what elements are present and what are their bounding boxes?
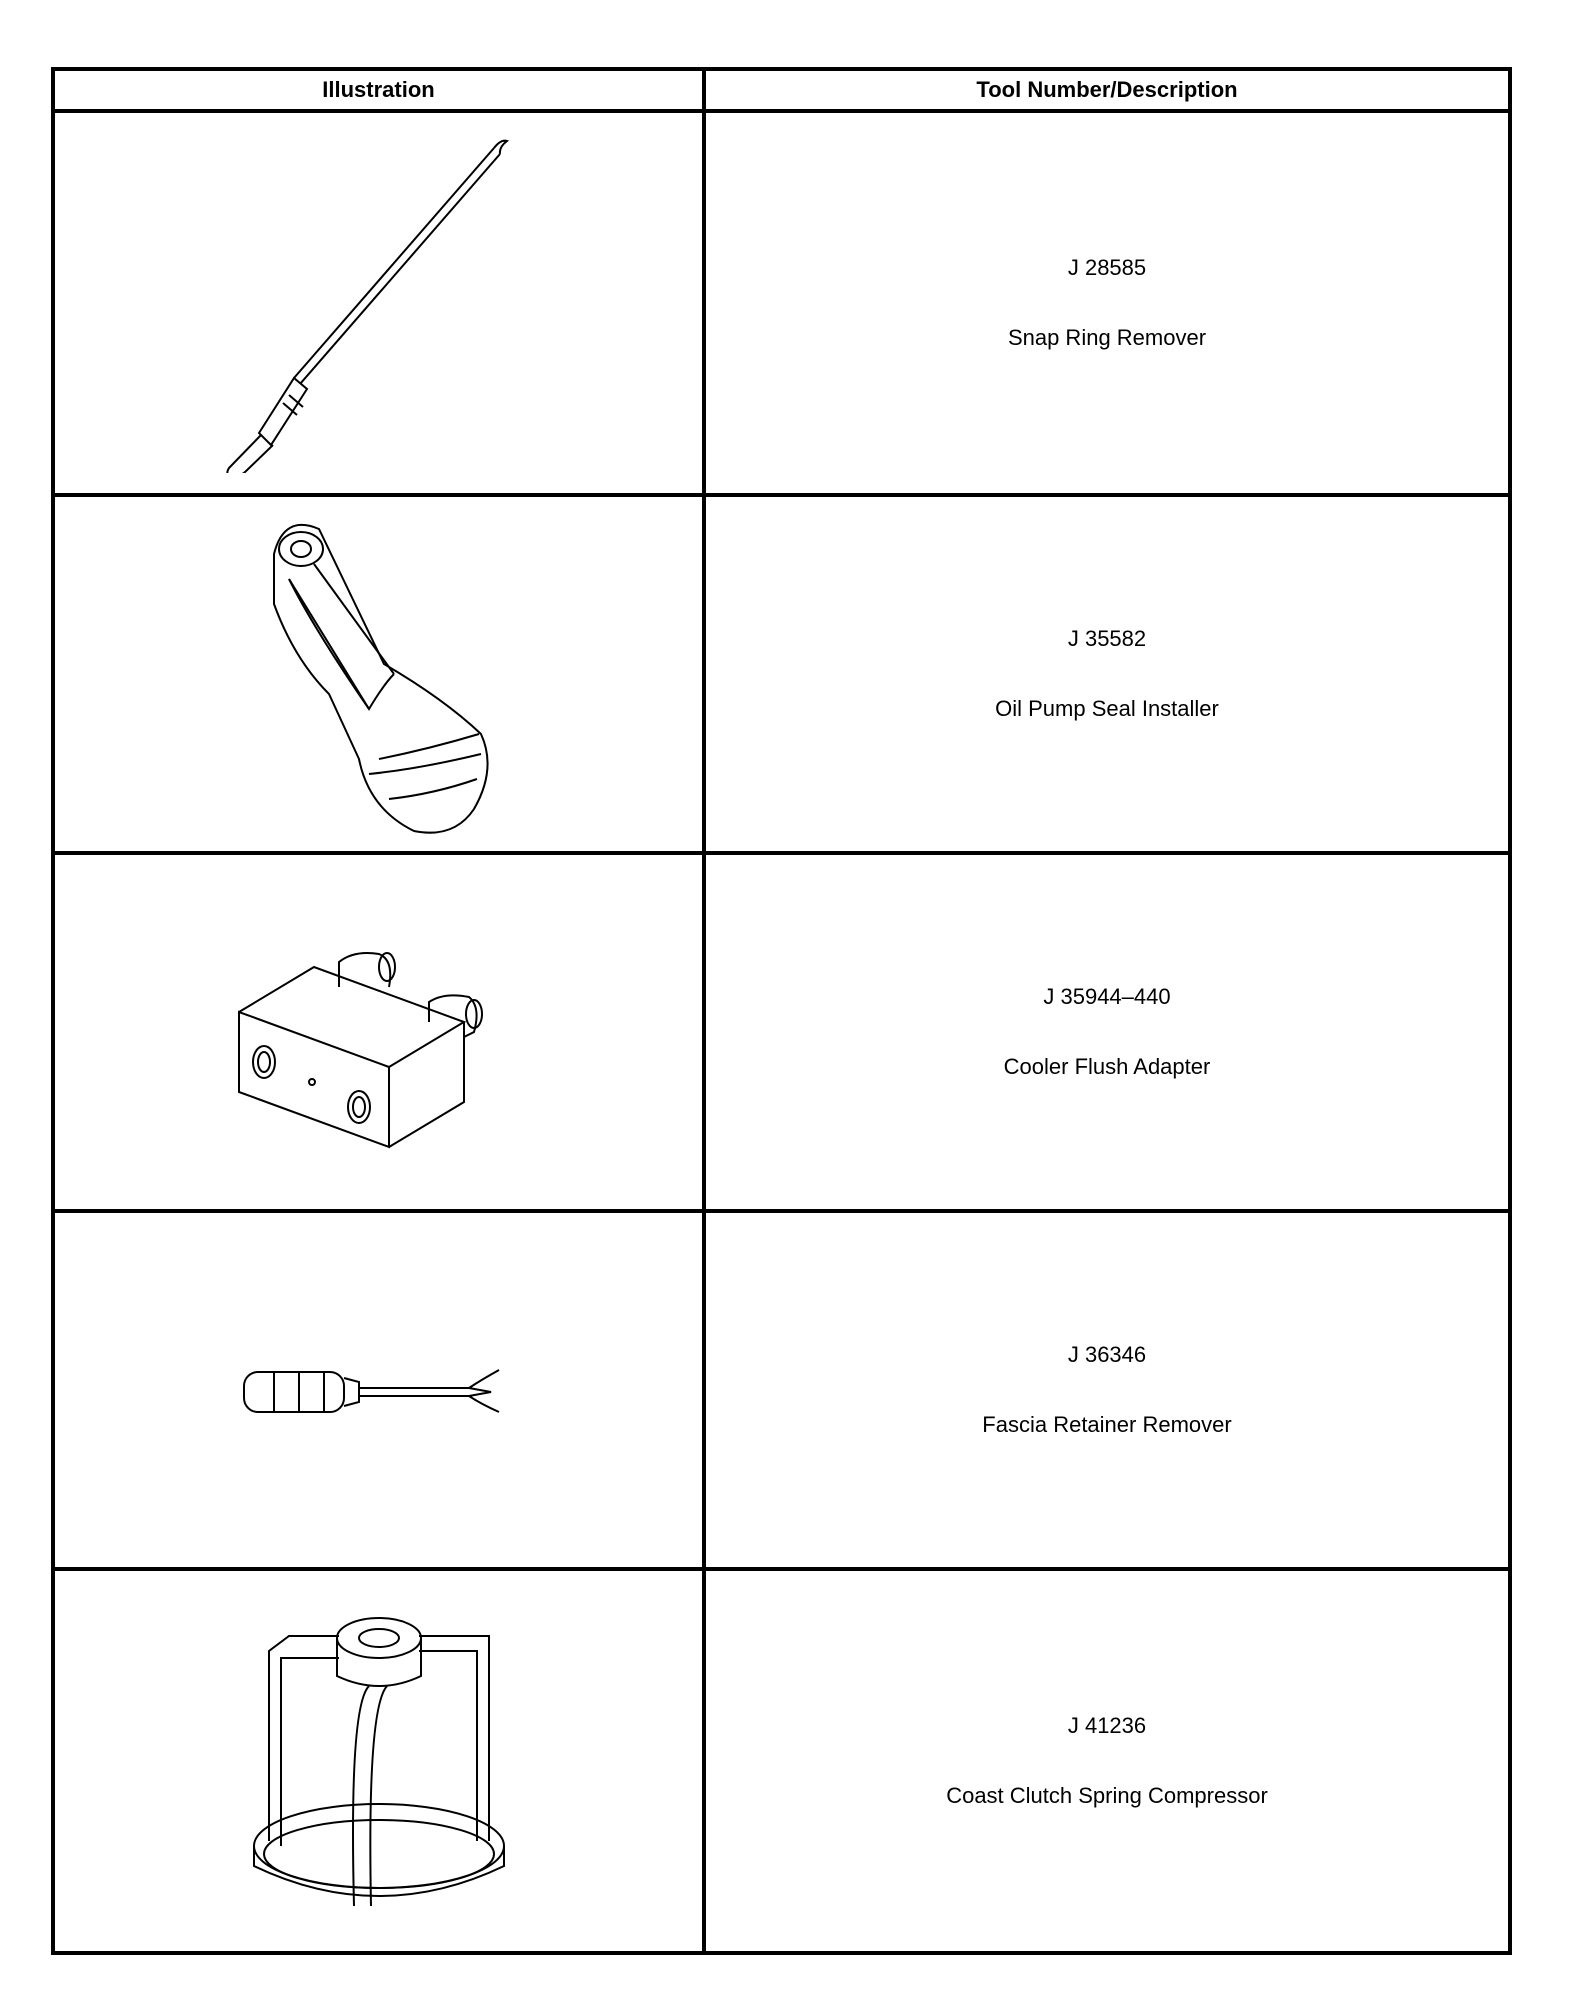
illustration-cell <box>53 1211 704 1569</box>
fascia-retainer-remover-icon <box>219 1350 539 1430</box>
illustration-cell <box>53 111 704 495</box>
tool-number: J 35582 <box>1067 626 1147 652</box>
tool-number: J 41236 <box>1067 1712 1147 1738</box>
snap-ring-remover-icon <box>199 133 559 473</box>
header-illustration: Illustration <box>53 69 704 111</box>
tool-number: J 28585 <box>1067 255 1147 281</box>
tool-number: J 35944–440 <box>1043 983 1171 1009</box>
table-row <box>53 1569 1510 1953</box>
table-row <box>53 1211 1510 1569</box>
table-row <box>53 495 1510 853</box>
description-cell <box>704 1569 1510 1953</box>
tool-table <box>51 67 1512 1955</box>
description-cell <box>704 495 1510 853</box>
tool-description: Coast Clutch Spring Compressor <box>946 1782 1268 1808</box>
tool-number: J 36346 <box>1067 1341 1147 1367</box>
description-cell <box>704 1211 1510 1569</box>
illustration-cell <box>53 853 704 1211</box>
table-row <box>53 111 1510 495</box>
oil-pump-seal-installer-icon <box>219 509 539 839</box>
cooler-flush-adapter-icon <box>219 912 539 1152</box>
tool-description: Oil Pump Seal Installer <box>995 696 1219 722</box>
coast-clutch-spring-compressor-icon <box>229 1596 529 1926</box>
tool-description: Cooler Flush Adapter <box>1003 1053 1211 1079</box>
illustration-cell <box>53 495 704 853</box>
description-cell <box>704 853 1510 1211</box>
tool-description: Snap Ring Remover <box>1007 325 1207 351</box>
table-row <box>53 853 1510 1211</box>
header-description: Tool Number/Description <box>704 69 1510 111</box>
tool-description: Fascia Retainer Remover <box>982 1411 1232 1437</box>
description-cell <box>704 111 1510 495</box>
illustration-cell <box>53 1569 704 1953</box>
header-row <box>53 69 1510 111</box>
